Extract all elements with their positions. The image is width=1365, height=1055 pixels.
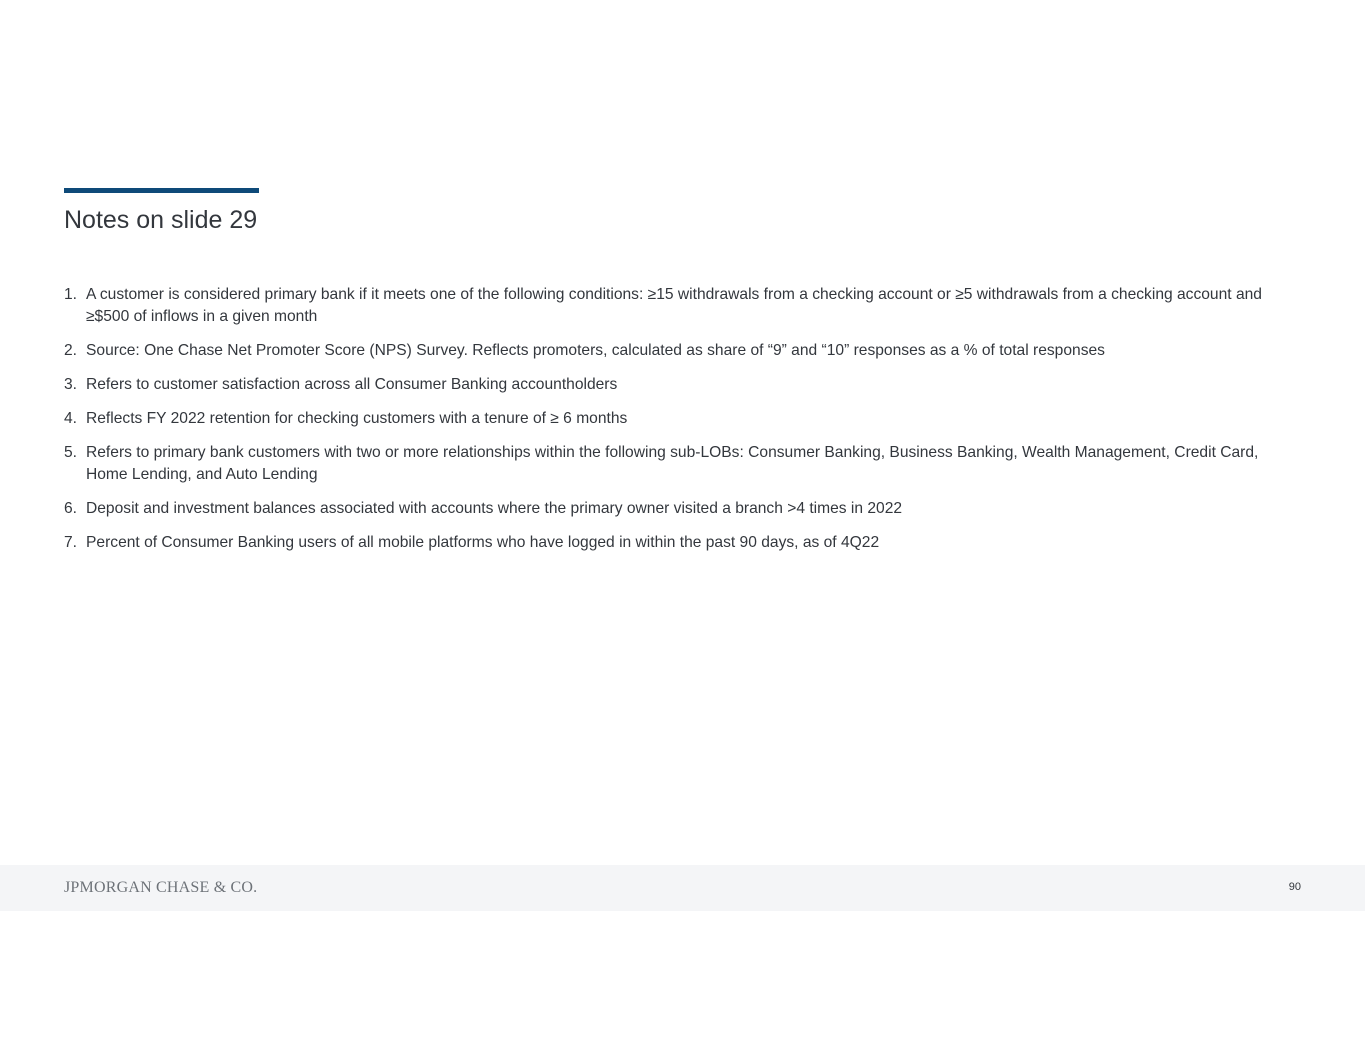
note-text: Reflects FY 2022 retention for checking customers with a tenure of ≥ 6 months: [86, 410, 628, 427]
note-text: Deposit and investment balances associated with accounts where the primary owner visited a branch >4 times in 2022: [86, 500, 903, 517]
note-number: 1.: [64, 286, 78, 303]
note-text: A customer is considered primary bank if it meets one of the following conditions: ≥15 withdrawals from a checking account or ≥5 withdrawals from a checking account and ≥$500 of inflows in a given month: [86, 286, 1262, 325]
note-text: Refers to customer satisfaction across all Consumer Banking accountholders: [86, 376, 618, 393]
page-title: Notes on slide 29: [64, 206, 258, 234]
note-number: 2.: [64, 342, 78, 359]
note-text: Percent of Consumer Banking users of all mobile platforms who have logged in within the past 90 days, as of 4Q22: [86, 534, 880, 551]
note-number: 4.: [64, 410, 78, 427]
note-item-7: [64, 532, 1294, 554]
note-text: Source: One Chase Net Promoter Score (NPS) Survey. Reflects promoters, calculated as share of “9” and “10” responses as a % of total responses: [86, 342, 1105, 359]
note-item-4: [64, 408, 1294, 430]
note-number: 6.: [64, 500, 78, 517]
note-item-5: [64, 442, 1294, 486]
note-item-1: [64, 284, 1294, 328]
note-number: 5.: [64, 444, 78, 461]
note-item-2: [64, 340, 1294, 362]
note-text: Refers to primary bank customers with two or more relationships within the following sub-LOBs: Consumer Banking, Business Banking, Wealth Management, Credit Card, Home Lending, and Auto Lending: [86, 444, 1259, 483]
notes-list: [64, 284, 1294, 566]
note-number: 3.: [64, 376, 78, 393]
jpmorgan-chase-logo: JPMORGAN CHASE & CO.: [64, 879, 258, 896]
footer-bar: [0, 865, 1365, 911]
note-item-3: [64, 374, 1294, 396]
note-number: 7.: [64, 534, 78, 551]
page-number: 90: [1288, 881, 1301, 893]
title-accent-bar: [64, 188, 259, 193]
note-item-6: [64, 498, 1294, 520]
